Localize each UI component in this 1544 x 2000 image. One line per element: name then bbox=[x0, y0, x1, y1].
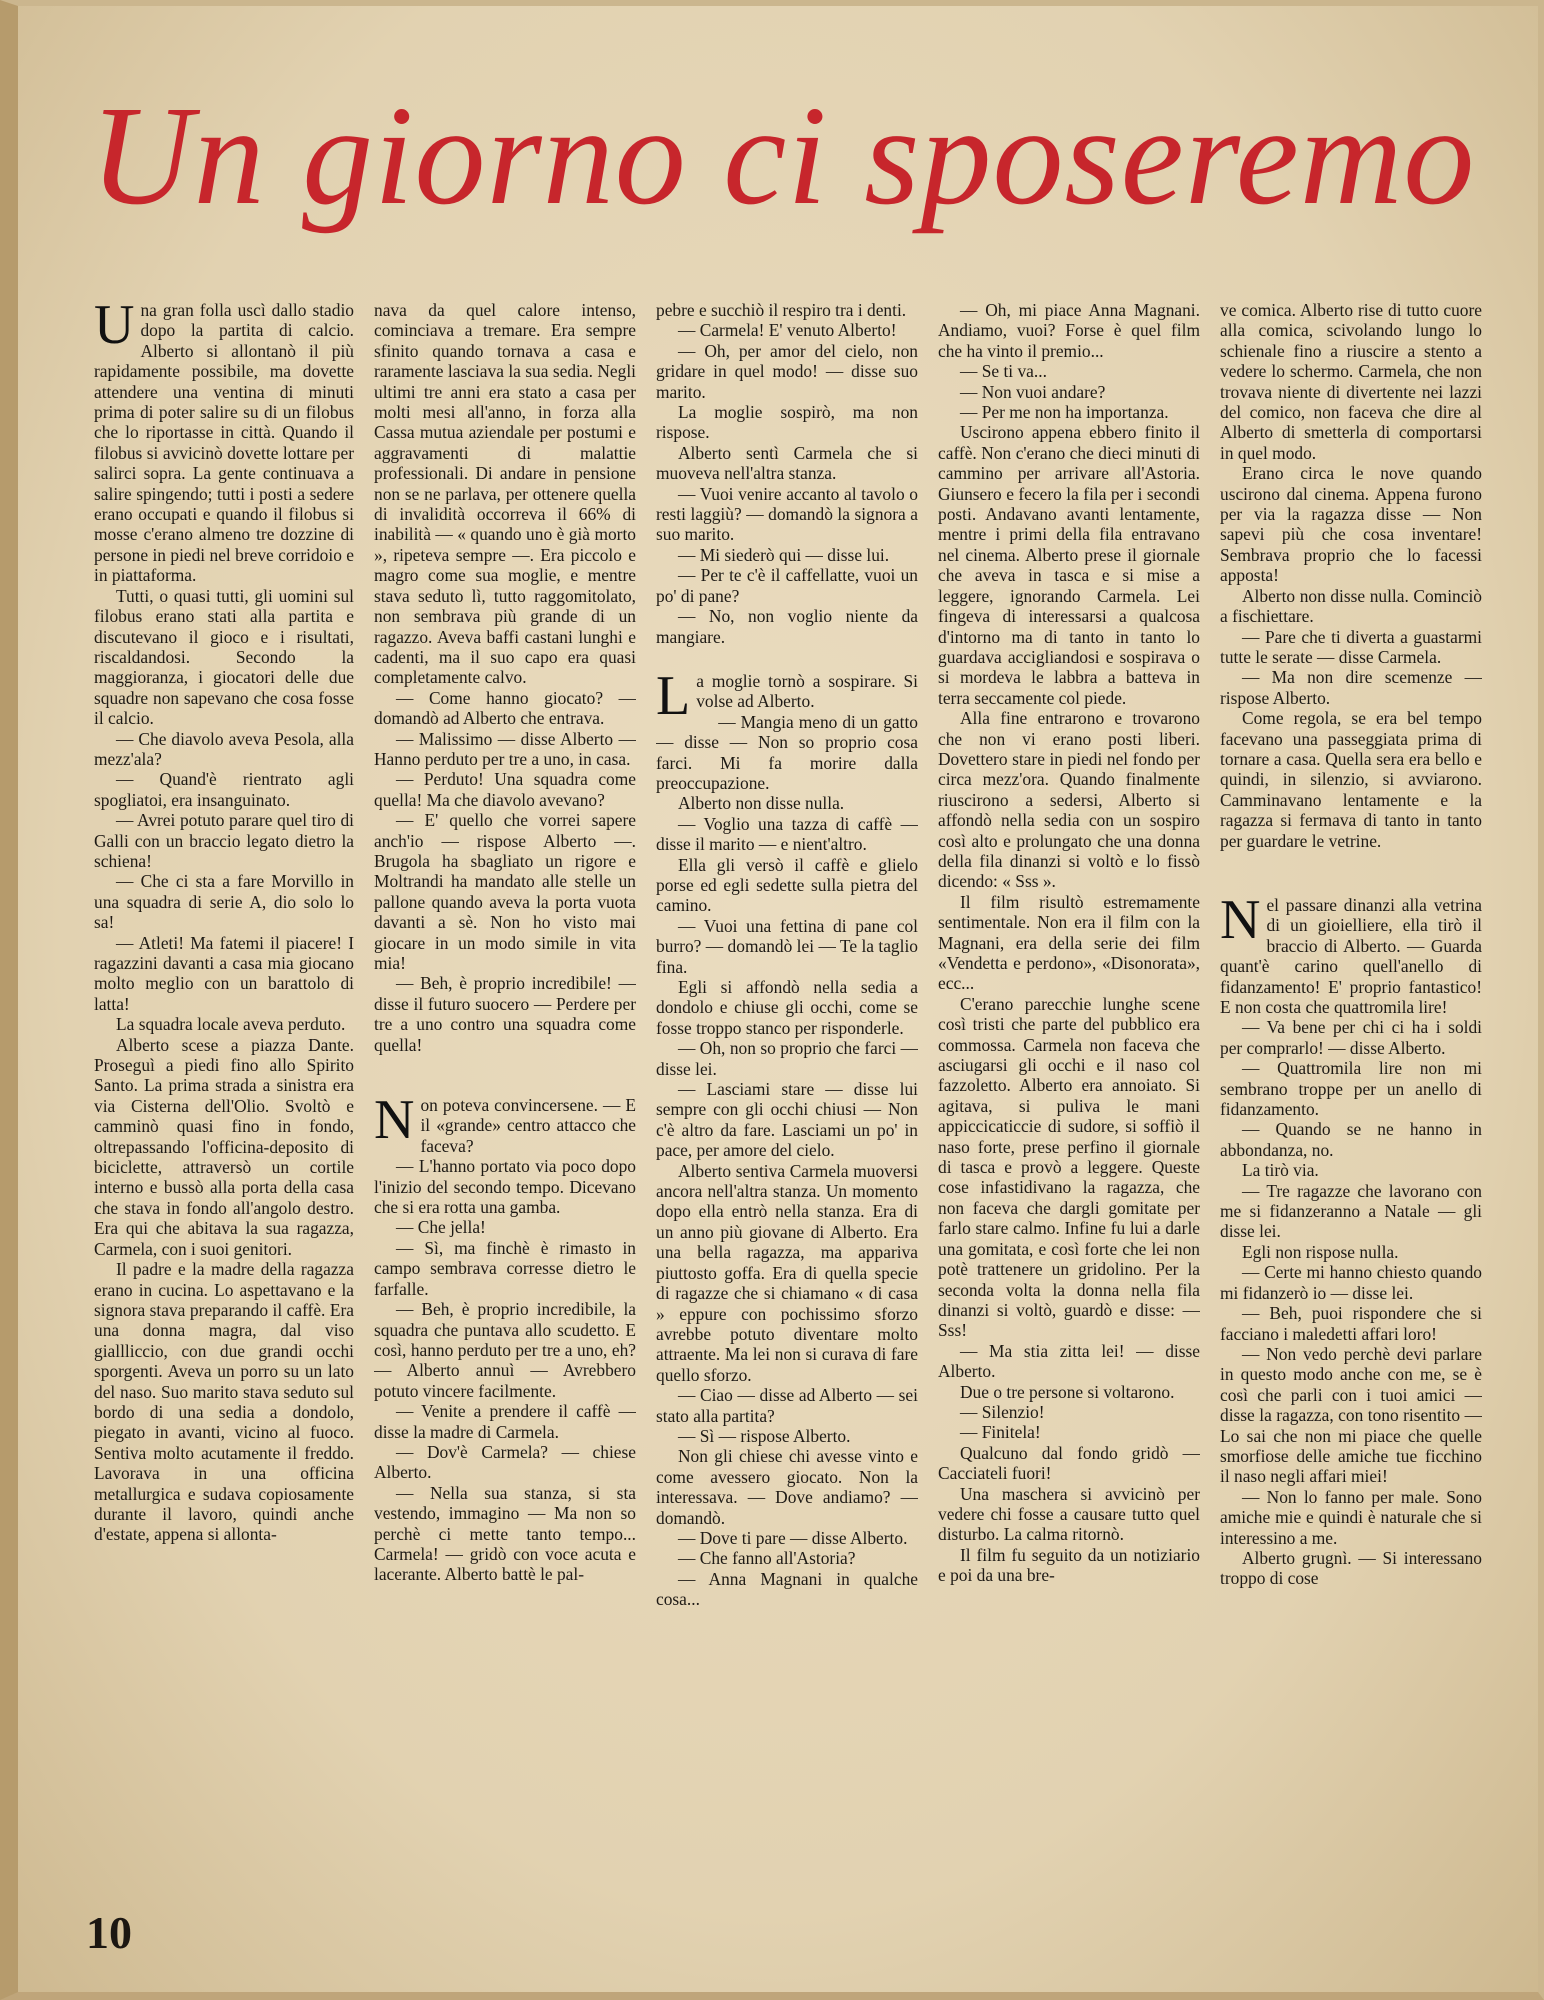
paragraph: — Silenzio! bbox=[960, 1401, 1045, 1422]
page-number: 10 bbox=[86, 1907, 132, 1958]
paragraph: — Venite a prendere il caffè — disse la madre di Carmela. bbox=[374, 1401, 636, 1442]
column-2 bbox=[374, 300, 636, 1930]
paragraph: Alberto non disse nulla. Cominciò a fischiettare. bbox=[1220, 585, 1482, 627]
paragraph: ve comica. Alberto rise di tutto cuore alla comica, scivolando lungo lo schienale fino a riuscire a stento a vedere lo schermo. Carmela, che non trovava niente di divertente nei lazzi del comico, non faceva che dire al Alberto di smetterla di comportarsi in quel modo. bbox=[1220, 300, 1482, 463]
paragraph: — Vuoi venire accanto al tavolo o resti laggiù? — domandò la signora a suo marito. bbox=[656, 483, 918, 545]
paragraph: — Non vuoi andare? bbox=[960, 381, 1106, 402]
paragraph: — Beh, è proprio incredibile! — disse il futuro suocero — Perdere per tre a uno contro una squadra come quella! bbox=[374, 973, 636, 1055]
paragraph: — Beh, puoi rispondere che si facciano i maledetti affari loro! bbox=[1220, 1303, 1482, 1344]
paragraph: — Quando se ne hanno in abbondanza, no. bbox=[1220, 1119, 1482, 1160]
paragraph: La moglie tornò a sospirare. Si volse ad Alberto. bbox=[656, 664, 918, 727]
paragraph: Una maschera si avvicinò per vedere chi fosse a causare tutto quel disturbo. La calma ritornò. bbox=[938, 1483, 1200, 1545]
paragraph: Non poteva convincersene. — E il «grande» centro attacco che faceva? bbox=[374, 1089, 636, 1156]
paragraph: — Che ci sta a fare Morvillo in una squadra di serie A, dio solo lo sa! bbox=[94, 871, 354, 933]
paragraph: Due o tre persone si voltarono. bbox=[960, 1381, 1175, 1402]
drop-cap: N bbox=[374, 1089, 415, 1152]
paragraph: — Anna Magnani in qualche cosa... bbox=[656, 1568, 918, 1610]
paragraph: — Non lo fanno per male. Sono amiche mie e quindi è naturale che si interessino a me. bbox=[1220, 1486, 1482, 1548]
paragraph: — Quattromila lire non mi sembrano troppe per un anello di fidanzamento. bbox=[1220, 1058, 1482, 1120]
paragraph: — Vuoi una fettina di pane col burro? — domandò lei — Te la taglio fina. bbox=[656, 915, 918, 977]
article-title: Un giorno ci sposeremo bbox=[90, 76, 1476, 234]
paragraph: — Che fanno all'Astoria? bbox=[678, 1548, 856, 1569]
paragraph: — Che diavolo aveva Pesola, alla mezz'ala? bbox=[94, 728, 354, 769]
paragraph: — Certe mi hanno chiesto quando mi fidanzerò io — disse lei. bbox=[1220, 1262, 1482, 1303]
paragraph: — Atleti! Ma fatemi il piacere! I ragazzini davanti a casa mia giocano molto meglio con un barattolo di latta! bbox=[94, 932, 354, 1014]
paragraph: Alberto non disse nulla. bbox=[678, 793, 845, 814]
paragraph: — Tre ragazze che lavorano con me si fidanzeranno a Natale — gli disse lei. bbox=[1220, 1180, 1482, 1242]
paragraph: La tirò via. bbox=[1242, 1160, 1319, 1181]
paragraph: Alberto sentiva Carmela muoversi ancora nell'altra stanza. Un momento dopo ella entrò nella stanza. Era di un anno più giovane di Alberto. Era una bella ragazza, ma appariva piuttosto goffa. Era di quella specie di ragazze che si chiamano « di casa » eppure con pochissimo sforzo avrebbe potuto diventare molto attraente. Ma lei non si curava di fare quello sforzo. bbox=[656, 1160, 918, 1385]
paragraph: — Mangia meno di un gatto — disse — Non so proprio cosa farci. Mi fa morire dalla preoccupazione. bbox=[656, 711, 918, 793]
paragraph: — Dove ti pare — disse Alberto. bbox=[678, 1527, 908, 1548]
paragraph: — Pare che ti diverta a guastarmi tutte le serate — disse Carmela. bbox=[1220, 626, 1482, 667]
paragraph: — Finitela! bbox=[960, 1422, 1041, 1443]
drop-cap: N bbox=[1220, 888, 1261, 951]
paragraph: Qualcuno dal fondo gridò — Cacciateli fuori! bbox=[938, 1442, 1200, 1484]
paragraph: — Se ti va... bbox=[960, 361, 1047, 382]
drop-cap: U bbox=[94, 300, 135, 356]
paragraph: — E' quello che vorrei sapere anch'io — rispose Alberto —. Brugola ha sbagliato un rigore e Moltrandi ha mandato alle stelle un pallone quando aveva la porta vuota davanti a sè. Non ho visto mai giocare in un modo simile in vita mia! bbox=[374, 810, 636, 973]
paragraph: — Per me non ha importanza. bbox=[960, 402, 1169, 423]
column-3 bbox=[656, 300, 918, 1930]
column-4 bbox=[938, 300, 1200, 1930]
paragraph: Alla fine entrarono e trovarono che non vi erano posti liberi. Dovettero stare in piedi nel fondo per circa mezz'ora. Quando finalmente riuscirono a sedersi, Alberto si affondò nella sedia con un sospiro così alto e prolungato che una donna della fila dinanzi si voltò e lo fissò dicendo: « Sss ». bbox=[938, 708, 1200, 892]
paragraph: — Carmela! E' venuto Alberto! bbox=[678, 320, 897, 341]
paragraph: — Perduto! Una squadra come quella! Ma che diavolo avevano? bbox=[374, 769, 636, 810]
paragraph: Il padre e la madre della ragazza erano in cucina. Lo aspettavano e la signora stava preparando il caffè. Era una donna magra, dal viso giallliccio, con due grandi occhi sporgenti. Aveva un porro su un lato del naso. Suo marito stava seduto sul bordo di una sedia a dondolo, piegato in avanti, vicino al fuoco. Sentiva molto acutamente il freddo. Lavorava in una officina metallurgica e sudava copiosamente durante il lavoro, quindi anche d'estate, appena si allonta- bbox=[94, 1259, 354, 1545]
paragraph: Alberto grugnì. — Si interessano troppo di cose bbox=[1220, 1547, 1482, 1589]
paragraph: — Avrei potuto parare quel tiro di Galli con un braccio legato dietro la schiena! bbox=[94, 810, 354, 871]
paragraph: — Beh, è proprio incredibile, la squadra che puntava allo scudetto. E così, hanno perduto per tre a uno, eh? — Alberto annuì — Avrebbero potuto vincere facilmente. bbox=[374, 1299, 636, 1401]
paragraph: Uscirono appena ebbero finito il caffè. Non c'erano che dieci minuti di cammino per arrivare all'Astoria. Giunsero e fecero la fila per i secondi posti. Andavano avanti lentamente, mentre i primi della fila entravano nel cinema. Alberto prese il giornale che aveva in tasca e si mise a leggere, ignorando Carmela. Lei fingeva di interessarsi a qualcosa d'intorno ma di tanto in tanto lo guardava accigliandosi e sospirava o si mordeva le labbra a batteva in terra seccamente col piede. bbox=[938, 422, 1200, 708]
paragraph: Egli si affondò nella sedia a dondolo e chiuse gli occhi, come se fosse troppo stanco per risponderle. bbox=[656, 977, 918, 1038]
paragraph: Il film risultò estremamente sentimentale. Non era il film con la Magnani, era della serie dei film «Vendetta e perdono», «Disonorata», ecc... bbox=[938, 891, 1200, 994]
paragraph: — Lasciami stare — disse lui sempre con gli occhi chiusi — Non c'è altro da fare. Lasciami un po' in pace, per amore del cielo. bbox=[656, 1079, 918, 1161]
paragraph: — Mi siederò qui — disse lui. bbox=[678, 544, 890, 565]
paragraph: — L'hanno portato via poco dopo l'inizio del secondo tempo. Dicevano che si era rotta una gamba. bbox=[374, 1156, 636, 1218]
paragraph: pebre e succhiò il respiro tra i denti. bbox=[656, 300, 907, 320]
paragraph: — Voglio una tazza di caffè — disse il marito — e nient'altro. bbox=[656, 813, 918, 855]
article-body bbox=[0, 300, 1544, 1930]
paragraph: — Per te c'è il caffellatte, vuoi un po' di pane? bbox=[656, 565, 918, 606]
paragraph: La squadra locale aveva perduto. bbox=[116, 1014, 346, 1035]
paragraph: Il film fu seguito da un notiziario e poi da una bre- bbox=[938, 1544, 1200, 1586]
paragraph: — Ciao — disse ad Alberto — sei stato alla partita? bbox=[656, 1385, 918, 1426]
paragraph: — Oh, per amor del cielo, non gridare in quel modo! — disse suo marito. bbox=[656, 340, 918, 402]
paragraph: Non gli chiese chi avesse vinto e come avessero giocato. Non la interessava. — Dove andiamo? — domandò. bbox=[656, 1446, 918, 1528]
paragraph: — Nella sua stanza, si sta vestendo, immagino — Ma non so perchè ci mette tanto tempo... Carmela! — gridò con voce acuta e lacerante. Alberto battè le pal- bbox=[374, 1482, 636, 1585]
drop-cap: L bbox=[656, 664, 691, 727]
paragraph: — Come hanno giocato? — domandò ad Alberto che entrava. bbox=[374, 687, 636, 729]
paragraph: Tutti, o quasi tutti, gli uomini sul filobus erano stati alla partita e discutevano il gioco e i risultati, riscaldandosi. Secondo la maggioranza, i giocatori delle due squadre non sapevano che cosa fosse il calcio. bbox=[94, 585, 354, 729]
paragraph: Egli non rispose nulla. bbox=[1242, 1241, 1399, 1262]
paragraph: — Che jella! bbox=[396, 1217, 486, 1238]
paragraph: Ella gli versò il caffè e glielo porse ed egli sedette sulla pietra del camino. bbox=[656, 854, 918, 916]
paragraph: C'erano parecchie lunghe scene così tristi che parte del pubblico era commossa. Carmela non faceva che asciugarsi gli occhi e il naso col fazzoletto. Alberto era annoiato. Si agitava, si puliva le mani appiccicaticcie di sudore, si soffiò il naso forte, prese perfino il giornale di tasca e provò a leggere. Queste cose infastidivano la ragazza, che non faceva che dargli gomitate per farlo stare calmo. Infine fu lui a darle una gomitata, e così forte che lei non potè trattenere un gridolino. Per la seconda volta la donna nella fila dinanzi si voltò, guardò e disse: — Sss! bbox=[938, 993, 1200, 1341]
paragraph: La moglie sospirò, ma non rispose. bbox=[656, 402, 918, 443]
paragraph: Nel passare dinanzi alla vetrina di un gioielliere, ella tirò il braccio di Alberto. — Guarda quant'è carino quell'anello di fidanzamento! E' proprio fantastico! E non costa che quattromila lire! bbox=[1220, 888, 1482, 1017]
paragraph: — Sì — rispose Alberto. bbox=[678, 1425, 851, 1446]
paragraph: Alberto sentì Carmela che si muoveva nell'altra stanza. bbox=[656, 442, 918, 484]
paragraph: Come regola, se era bel tempo facevano una passeggiata prima di tornare a casa. Quella sera era bello e quindi, in silenzio, si avviarono. Camminavano lentamente e la ragazza si fermava di tanto in tanto per guardare le vetrine. bbox=[1220, 708, 1482, 851]
column-1 bbox=[94, 300, 354, 1930]
paragraph: — Sì, ma finchè è rimasto in campo sembrava corresse dietro le farfalle. bbox=[374, 1237, 636, 1299]
paragraph: — Oh, non so proprio che farci — disse lei. bbox=[656, 1038, 918, 1079]
column-5 bbox=[1220, 300, 1482, 1930]
paragraph: Erano circa le nove quando uscirono dal cinema. Appena furono per via la ragazza disse — Non sapevi più che cosa inventare! Sembrava proprio che lo facessi apposta! bbox=[1220, 463, 1482, 586]
paragraph: nava da quel calore intenso, cominciava a tremare. Era sempre sfinito quando tornava a casa e raramente lasciava la sua sedia. Negli ultimi tre anni era stato a casa per molti mesi all'anno, in forza alla Cassa mutua aziendale per postumi e aggravamenti di malattie professionali. Di andare in pensione non se ne parlava, per ottenere quella di invalidità occorreva il 66% di inabilità — « quando uno è già morto », ripeteva sempre —. Era piccolo e magro come sua moglie, e mentre stava seduto lì, tutto raggomitolato, non sembrava più grande di un ragazzo. Aveva baffi castani lunghi e cadenti, ma il suo capo era quasi completamente calvo. bbox=[374, 300, 636, 688]
paragraph: — Ma non dire scemenze — rispose Alberto. bbox=[1220, 667, 1482, 708]
paragraph: — Dov'è Carmela? — chiese Alberto. bbox=[374, 1441, 636, 1483]
paragraph: — Quand'è rientrato agli spogliatoi, era insanguinato. bbox=[94, 769, 354, 810]
paragraph: Una gran folla uscì dallo stadio dopo la partita di calcio. Alberto si allontanò il più rapidamente possibile, ma dovette attendere una ventina di minuti prima di poter salire su di un filobus che lo riportasse in città. Quando il filobus si avvicinò dovette lottare per salirci sopra. La gente continuava a salire spingendo; tutti i posti a sedere erano occupati e quando il filobus si mosse c'erano almeno tre dozzine di persone in piedi nel breve corridoio e in piattaforma. bbox=[94, 300, 354, 586]
paragraph: — Ma stia zitta lei! — disse Alberto. bbox=[938, 1340, 1200, 1382]
paragraph: Alberto scese a piazza Dante. Proseguì a piedi fino allo Spirito Santo. La prima strada a sinistra era via Cisterna dell'Olio. Svoltò e camminò quasi fino in fondo, oltrepassando l'officina-deposito di biciclette, attraversò un cortile interno e bussò alla porta della casa che stava in fondo all'angolo destro. Era qui che abitava la sua ragazza, Carmela, con i suoi genitori. bbox=[94, 1034, 354, 1259]
paragraph: — Malissimo — disse Alberto — Hanno perduto per tre a uno, in casa. bbox=[374, 728, 636, 769]
paragraph: — Oh, mi piace Anna Magnani. Andiamo, vuoi? Forse è quel film che ha vinto il premio... bbox=[938, 300, 1200, 361]
paragraph: — Non vedo perchè devi parlare in questo modo anche con me, se è così che parli con i tuoi amici — disse la ragazza, con tono risentito — Lo sai che non mi piace che quelle smorfiose delle amiche tue ficchino il naso negli affari miei! bbox=[1220, 1343, 1482, 1487]
paragraph: — No, non voglio niente da mangiare. bbox=[656, 606, 918, 647]
paragraph: — Va bene per chi ci ha i soldi per comprarlo! — disse Alberto. bbox=[1220, 1017, 1482, 1058]
